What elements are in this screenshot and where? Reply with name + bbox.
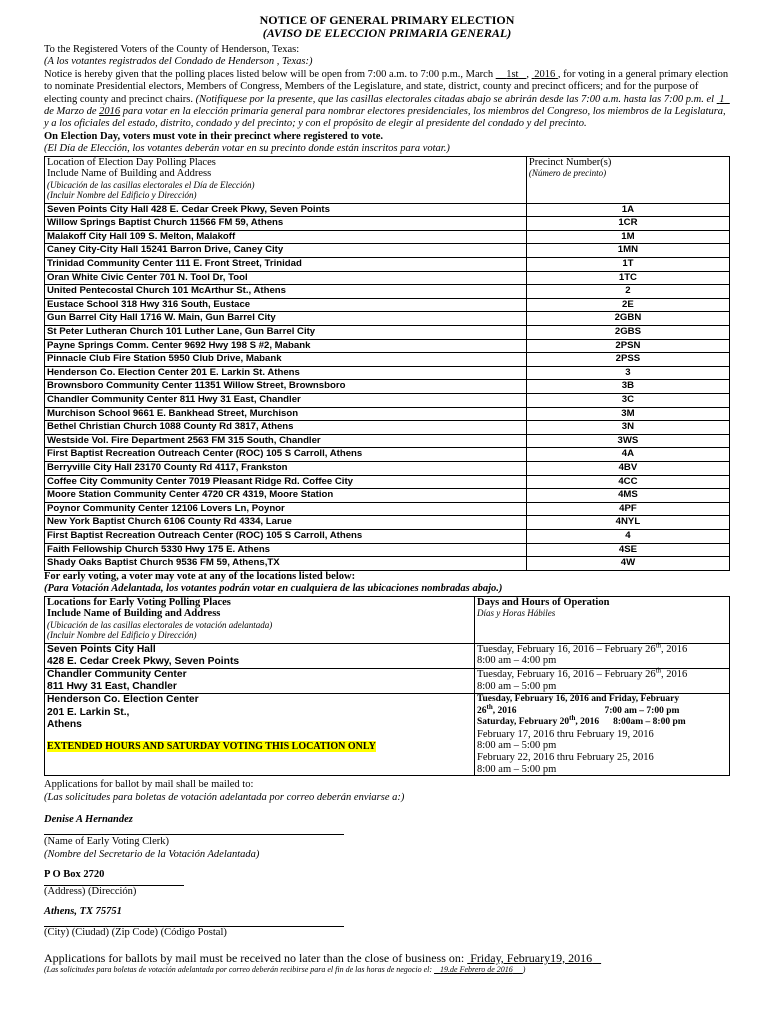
polling-location: Oran White Civic Center 701 N. Tool Dr, Tool	[45, 271, 527, 285]
polling-precinct: 3B	[526, 380, 729, 394]
election-day-note-es: (El Día de Elección, los votantes deberán votar en su precinto donde están inscritos para votar.)	[44, 143, 450, 155]
deadline-es-value: 19.de Febrero de 2016	[440, 964, 513, 974]
city-label: (City) (Ciudad) (Zip Code) (Código Postal)	[44, 927, 227, 939]
polling-precinct: 4W	[526, 557, 729, 571]
polling-location: Brownsboro Community Center 11351 Willow Street, Brownsboro	[45, 380, 527, 394]
polling-precinct: 4NYL	[526, 516, 729, 530]
polling-location: Malakoff City Hall 109 S. Melton, Malakoff	[45, 230, 527, 244]
clerk-line	[44, 832, 344, 835]
polling-header-precinct: Precinct Number(s) (Número de precinto)	[526, 156, 729, 203]
polling-precinct: 3N	[526, 421, 729, 435]
polling-row	[45, 529, 730, 543]
polling-row	[45, 353, 730, 367]
polling-precinct: 2GBN	[526, 312, 729, 326]
polling-location: Westside Vol. Fire Department 2563 FM 315 South, Chandler	[45, 434, 527, 448]
polling-precinct: 1T	[526, 258, 729, 272]
polling-location: New York Baptist Church 6106 County Rd 4334, Larue	[45, 516, 527, 530]
to-voters: To the Registered Voters of the County of Henderson, Texas:	[44, 44, 300, 55]
polling-location: Berryville City Hall 23170 County Rd 4117, Frankston	[45, 461, 527, 475]
mail-to-es: (Las solicitudes para boletas de votación adelantada por correo deberán enviarse a:)	[44, 791, 405, 803]
early-note: For early voting, a voter may vote at any of the locations listed below:	[44, 570, 356, 582]
polling-row	[45, 557, 730, 571]
polling-location: Moore Station Community Center 4720 CR 4319, Moore Station	[45, 489, 527, 503]
polling-row	[45, 434, 730, 448]
notice-day: 1st	[506, 68, 519, 80]
polling-precinct: 1MN	[526, 244, 729, 258]
to-voters-es: (A los votantes registrados del Condado de Henderson , Texas:)	[44, 56, 313, 68]
polling-location: St Peter Lutheran Church 101 Luther Lane, Gun Barrel City	[45, 326, 527, 340]
polling-row	[45, 516, 730, 530]
polling-precinct: 3C	[526, 393, 729, 407]
polling-location: Gun Barrel City Hall 1716 W. Main, Gun Barrel City	[45, 312, 527, 326]
polling-location: Eustace School 318 Hwy 316 South, Eustace	[45, 298, 527, 312]
notice-es-c: para votar en la elección primaria general para nombrar electores presidenciales, los miembros del Congreso, los miembros de la Legislatura, y a los oficiales del estado, distrito, condado y del precinto; y con el propósito de elegir al presidente del condado y del precinto.	[44, 106, 726, 130]
deadline: Applications for ballots by mail must be received no later than the close of business on: Friday, February19, 2016	[44, 952, 730, 965]
election-notice	[44, 14, 730, 975]
polling-precinct: 4A	[526, 448, 729, 462]
polling-precinct: 3WS	[526, 434, 729, 448]
polling-row	[45, 448, 730, 462]
notice-es-year: 2016	[99, 106, 121, 118]
polling-location: First Baptist Recreation Outreach Center (ROC) 105 S Carroll, Athens	[45, 448, 527, 462]
clerk-label-es: (Nombre del Secretario de la Votación Adelantada)	[44, 848, 260, 860]
polling-location: Pinnacle Club Fire Station 5950 Club Drive, Mabank	[45, 353, 527, 367]
early-note-es: (Para Votación Adelantada, los votantes podrán votar en cualquiera de las ubicaciones nombradas abajo.)	[44, 583, 503, 595]
polling-location: Coffee City Community Center 7019 Pleasant Ridge Rd. Coffee City	[45, 475, 527, 489]
address-value: P O Box 2720	[44, 869, 105, 881]
city-value: Athens, TX 75751	[44, 906, 122, 918]
polling-row	[45, 489, 730, 503]
polling-row	[45, 271, 730, 285]
polling-precinct: 4MS	[526, 489, 729, 503]
polling-row	[45, 230, 730, 244]
polling-row	[45, 380, 730, 394]
early-location: Henderson Co. Election Center 201 E. Larkin St., Athens EXTENDED HOURS AND SATURDAY VOTING THIS LOCATION ONLY	[45, 694, 475, 776]
early-voting-table	[44, 596, 730, 777]
polling-precinct: 2PSN	[526, 339, 729, 353]
polling-location: Murchison School 9661 E. Bankhead Street, Murchison	[45, 407, 527, 421]
polling-row	[45, 475, 730, 489]
early-location: Seven Points City Hall 428 E. Cedar Creek Pkwy, Seven Points	[45, 643, 475, 668]
polling-row	[45, 285, 730, 299]
polling-precinct: 2GBS	[526, 326, 729, 340]
early-header-location: Locations for Early Voting Polling Places Include Name of Building and Address (Ubicación de las casillas electorales de votación adelantada) (Incluir Nombre del Edificio y Dirección)	[45, 596, 475, 643]
polling-row	[45, 407, 730, 421]
polling-location: Henderson Co. Election Center 201 E. Larkin St. Athens	[45, 366, 527, 380]
polling-precinct: 3	[526, 366, 729, 380]
polling-precinct: 2	[526, 285, 729, 299]
notice-text2: , for voting in a general primary election to nominate Presidential electors, Members of Congress, Members of the Legislature, and state, district, county and precinct officers; and for the purpose of electing county and precinct chairs.	[44, 68, 729, 105]
early-location: Chandler Community Center 811 Hwy 31 East, Chandler	[45, 668, 475, 693]
polling-precinct: 4CC	[526, 475, 729, 489]
polling-row	[45, 312, 730, 326]
notice-es-day: 1	[719, 93, 725, 105]
polling-location: Payne Springs Comm. Center 9692 Hwy 198 S #2, Mabank	[45, 339, 527, 353]
deadline-value: Friday, February19, 2016	[470, 950, 593, 965]
notice-es-b: de Marzo de	[44, 106, 97, 118]
polling-location: Poynor Community Center 12106 Lovers Ln, Poynor	[45, 502, 527, 516]
polling-location: Willow Springs Baptist Church 11566 FM 59, Athens	[45, 217, 527, 231]
polling-location: United Pentecostal Church 101 McArthur St., Athens	[45, 285, 527, 299]
polling-row	[45, 393, 730, 407]
polling-row	[45, 339, 730, 353]
polling-row	[45, 326, 730, 340]
election-day-note: On Election Day, voters must vote in their precinct where registered to vote.	[44, 130, 384, 142]
clerk-label: (Name of Early Voting Clerk)	[44, 836, 170, 848]
early-header-hours: Days and Hours of Operation Días y Horas Hábiles	[475, 596, 730, 643]
notice-es-a: (Notifíquese por la presente, que las casillas electorales citadas abajo se abrirán desde las 7:00 a.m. hasta las 7:00 p.m. el	[195, 93, 715, 105]
polling-precinct: 1A	[526, 203, 729, 217]
early-table-header	[45, 596, 730, 643]
polling-location: Faith Fellowship Church 5330 Hwy 175 E. Athens	[45, 543, 527, 557]
polling-precinct: 1TC	[526, 271, 729, 285]
polling-row	[45, 421, 730, 435]
polling-row	[45, 461, 730, 475]
polling-header-location: Location of Election Day Polling Places Include Name of Building and Address (Ubicación de las casillas electorales el Día de Elección) (Incluir Nombre del Edificio y Dirección)	[45, 156, 527, 203]
polling-row	[45, 244, 730, 258]
notice-year: 2016	[534, 68, 556, 80]
extended-hours-highlight: EXTENDED HOURS AND SATURDAY VOTING THIS LOCATION ONLY	[47, 740, 376, 752]
early-row-election-center	[45, 694, 730, 776]
early-hours: Tuesday, February 16, 2016 and Friday, February 26th, 2016 7:00 am – 7:00 pm Saturday, February 20th, 2016 8:00am – 8:00 pm February 17, 2016 thru February 19, 2016 8:00 am – 5:00 pm February 22, 2016 thru February 25, 2016 8:00 am – 5:00 pm	[475, 694, 730, 776]
polling-precinct: 4	[526, 529, 729, 543]
deadline-es: (Las solicitudes para boletas de votación adelantada por correo deberán recibirse para el fin de las horas de negocio el: 19.de Febrero de 2016 )	[44, 964, 526, 974]
polling-precinct: 2E	[526, 298, 729, 312]
mail-to: Applications for ballot by mail shall be mailed to:	[44, 779, 254, 791]
polling-precinct: 3M	[526, 407, 729, 421]
notice-paragraph: Notice is hereby given that the polling places listed below will be open from 7:00 a.m. to 7:00 p.m., March 1st , 2016 , for voting in a general primary election to nominate Presidential electors, Members of Congress, Members of the Legislature, and state, district, county and precinct officers; and for the purpose of electing county and precinct chairs. (Notifíquese por la presente, que las casillas electorales citadas abajo se abrirán desde las 7:00 a.m. hasta las 7:00 p.m. el 1 de Marzo de 2016 para votar en la elección primaria general para nombrar electores presidenciales, los miembros del Congreso, los miembros de la Legislatura, y a los oficiales del estado, distrito, condado y del precinto; y con el propósito de elegir al presidente del condado y del precinto.	[44, 68, 729, 130]
polling-location: Chandler Community Center 811 Hwy 31 East, Chandler	[45, 393, 527, 407]
polling-location: Caney City-City Hall 15241 Barron Drive, Caney City	[45, 244, 527, 258]
early-row-seven-points	[45, 643, 730, 668]
notice-text: Notice is hereby given that the polling places listed below will be open from 7:00 a.m. to 7:00 p.m., March	[44, 68, 494, 80]
polling-row	[45, 298, 730, 312]
polling-precinct: 2PSS	[526, 353, 729, 367]
polling-location: Seven Points City Hall 428 E. Cedar Creek Pkwy, Seven Points	[45, 203, 527, 217]
polling-row	[45, 543, 730, 557]
polling-row	[45, 502, 730, 516]
notice-title-es: (AVISO DE ELECCION PRIMARIA GENERAL)	[262, 26, 512, 40]
clerk-name: Denise A Hernandez	[44, 814, 133, 825]
polling-precinct: 4PF	[526, 502, 729, 516]
polling-row	[45, 258, 730, 272]
early-row-chandler	[45, 668, 730, 693]
polling-precinct: 4SE	[526, 543, 729, 557]
early-hours: Tuesday, February 16, 2016 – February 26th, 2016 8:00 am – 5:00 pm	[475, 668, 730, 693]
notice-title: NOTICE OF GENERAL PRIMARY ELECTION	[259, 13, 515, 27]
address-label: (Address) (Dirección)	[44, 885, 137, 897]
polling-table-header	[45, 156, 730, 203]
polling-places-table	[44, 156, 730, 571]
early-hours: Tuesday, February 16, 2016 – February 26th, 2016 8:00 am – 4:00 pm	[475, 643, 730, 668]
polling-precinct: 1CR	[526, 217, 729, 231]
polling-row	[45, 217, 730, 231]
polling-places-body	[45, 203, 730, 570]
polling-row	[45, 203, 730, 217]
polling-row	[45, 366, 730, 380]
polling-location: Bethel Christian Church 1088 County Rd 3817, Athens	[45, 421, 527, 435]
polling-location: First Baptist Recreation Outreach Center (ROC) 105 S Carroll, Athens	[45, 529, 527, 543]
polling-location: Trinidad Community Center 111 E. Front Street, Trinidad	[45, 258, 527, 272]
polling-precinct: 4BV	[526, 461, 729, 475]
polling-location: Shady Oaks Baptist Church 9536 FM 59, Athens,TX	[45, 557, 527, 571]
polling-precinct: 1M	[526, 230, 729, 244]
